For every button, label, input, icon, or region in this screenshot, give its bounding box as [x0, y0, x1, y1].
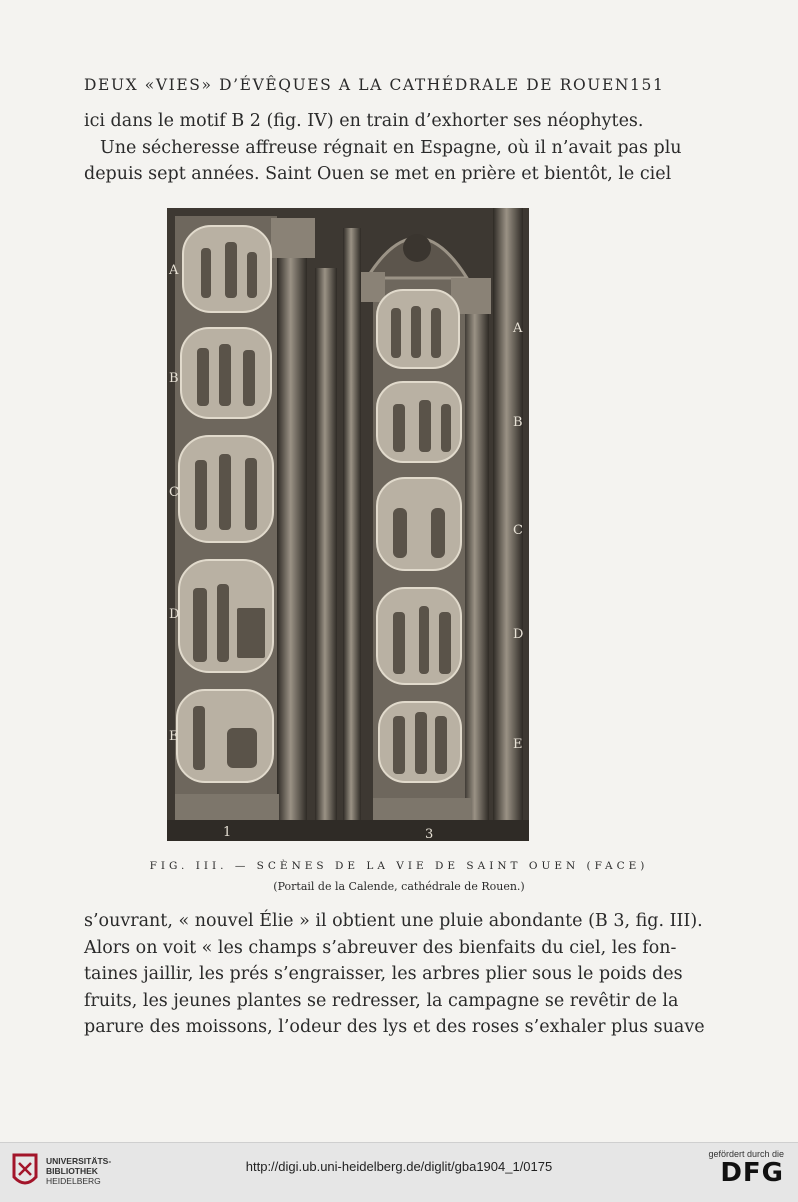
column-label: 1: [223, 825, 232, 840]
text-line: s’ouvrant, « nouvel Élie » il obtient une pluie abondante (B 3, fig. III).: [84, 911, 703, 931]
running-head: [84, 76, 665, 94]
viewer-footer: [0, 1142, 798, 1202]
row-label: D: [513, 627, 524, 642]
text-line: ici dans le motif B 2 (fig. IV) en train d’exhorter ses néophytes.: [84, 111, 644, 131]
portal-photograph: [167, 208, 529, 841]
funded-by-label: gefördert durch die: [708, 1149, 784, 1159]
library-name-line: BIBLIOTHEK: [46, 1166, 98, 1176]
paragraph-top: [84, 108, 682, 188]
row-label: A: [513, 321, 523, 336]
row-label: B: [513, 415, 523, 430]
text-line: taines jaillir, les prés s’engraisser, les arbres plier sous le poids des: [84, 964, 683, 984]
figure-caption-subtitle: (Portail de la Calende, cathédrale de Rouen.): [273, 880, 525, 893]
page-number: 151: [630, 76, 665, 94]
library-name-line: UNIVERSITÄTS-: [46, 1156, 112, 1166]
text-line: fruits, les jeunes plantes se redresser, la campagne se revêtir de la: [84, 990, 679, 1011]
row-label: A: [169, 263, 179, 278]
row-label: D: [169, 607, 180, 622]
library-name-line: HEIDELBERG: [46, 1176, 101, 1186]
row-label: C: [169, 485, 179, 500]
row-label: B: [169, 371, 179, 386]
paragraph-bottom: [84, 908, 705, 1041]
row-label: C: [513, 523, 523, 538]
row-label: E: [169, 729, 179, 744]
permalink-url[interactable]: http://digi.ub.uni-heidelberg.de/diglit/gba1904_1/0175: [245, 1159, 553, 1174]
text-line: Une sécheresse affreuse régnait en Espagne, où il n’avait pas plu: [100, 137, 682, 158]
text-line: Alors on voit « les champs s’abreuver des bienfaits du ciel, les fon-: [84, 937, 677, 958]
dfg-wordmark: DFG: [720, 1158, 784, 1188]
running-head-title: DEUX «VIES» D’ÉVÊQUES A LA CATHÉDRALE DE ROUEN: [84, 76, 631, 94]
text-line: depuis sept années. Saint Ouen se met en prière et bientôt, le ciel: [84, 164, 672, 184]
dfg-logo[interactable]: [708, 1149, 784, 1187]
row-label: E: [513, 737, 523, 752]
text-line: parure des moissons, l’odeur des lys et des roses s’exhaler plus suave: [84, 1017, 705, 1037]
column-label: 3: [425, 827, 434, 841]
figure-caption-title: FIG. III. — SCÈNES DE LA VIE DE SAINT OUEN (FACE): [149, 860, 649, 872]
